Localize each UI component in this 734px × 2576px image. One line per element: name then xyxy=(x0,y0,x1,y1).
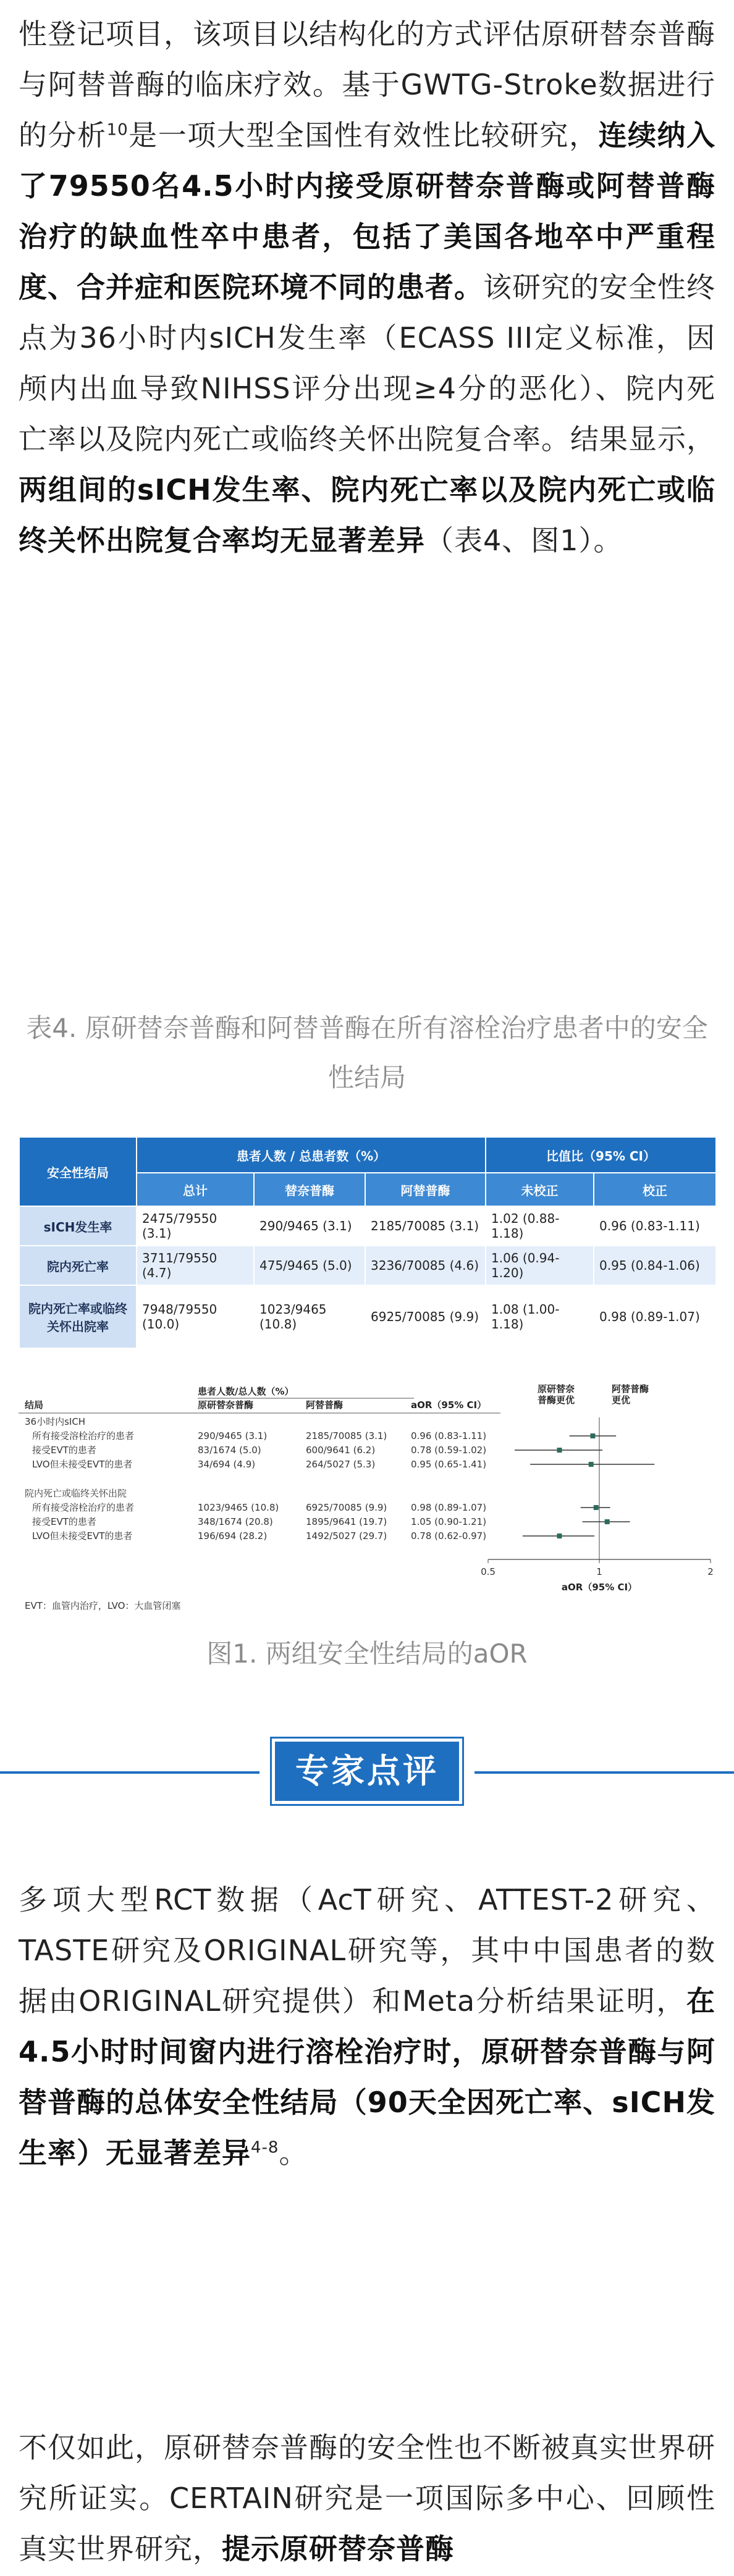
cell-total: 2475/79550 (3.1) xyxy=(137,1206,254,1246)
figure-caption: 图1. 两组安全性结局的aOR xyxy=(206,1638,528,1669)
forest-plot-area xyxy=(481,1417,714,1593)
paragraph-2 xyxy=(19,1874,715,2178)
cell-unadjusted: 1.06 (0.94-1.20) xyxy=(486,1246,594,1285)
cell-total: 7948/79550 (10.0) xyxy=(137,1285,254,1348)
safety-outcomes-table xyxy=(19,1136,717,1349)
p2-text-2: 。 xyxy=(279,2136,308,2170)
forest-row-label: 所有接受溶栓治疗的患者 xyxy=(32,1430,135,1441)
subheader-total: 总计 xyxy=(137,1173,254,1206)
table-row xyxy=(19,1246,716,1285)
p1-text-4: （表4、图1）。 xyxy=(425,524,623,557)
row-label: sICH发生率 xyxy=(19,1206,137,1246)
header-odds-ratio: 比值比（95% CI） xyxy=(486,1137,716,1173)
forest-point xyxy=(589,1462,594,1467)
p1-bold-1: 连续纳入了79550名4.5小时内接受原研替奈普酶或阿替普酶治疗的缺血性卒中患者，包括了美国各地卒中严重程度、合并症和医院环境不同的患者。 xyxy=(19,119,716,304)
forest-point xyxy=(605,1519,610,1524)
cell-unadjusted: 1.02 (0.88-1.18) xyxy=(486,1206,594,1246)
subheader-alt: 阿替普酶 xyxy=(365,1173,486,1206)
forest-favors-alt-1: 阿替普酶 xyxy=(612,1383,649,1395)
cell-tnk: 475/9465 (5.0) xyxy=(254,1246,365,1285)
forest-row-aor: 0.96 (0.83-1.11) xyxy=(411,1430,487,1441)
forest-row-tnk: 290/9465 (3.1) xyxy=(198,1430,268,1441)
forest-tick-label: 1 xyxy=(596,1566,602,1577)
table-caption: 表4. 原研替奈普酶和阿替普酶在所有溶栓治疗患者中的安全性结局 xyxy=(26,1013,708,1093)
cell-alt: 3236/70085 (4.6) xyxy=(365,1246,486,1285)
forest-row-label: 所有接受溶栓治疗的患者 xyxy=(32,1502,135,1513)
row-label: 院内死亡率或临终关怀出院率 xyxy=(19,1285,137,1348)
forest-point xyxy=(590,1433,595,1438)
p1-text-1: 性登记项目，该项目以结构化的方式评估原研替奈普酶与阿替普酶的临床疗效。基于GWTG-Stroke数据进行的分析 xyxy=(19,17,715,152)
forest-row-alt: 1492/5027 (29.7) xyxy=(306,1530,387,1542)
forest-tick-label: 0.5 xyxy=(481,1566,496,1577)
cell-alt: 6925/70085 (9.9) xyxy=(365,1285,486,1348)
paragraph-1 xyxy=(19,9,715,566)
section-header xyxy=(0,1739,734,1806)
forest-row-aor: 0.95 (0.65-1.41) xyxy=(411,1459,487,1470)
cell-alt: 2185/70085 (3.1) xyxy=(365,1206,486,1246)
forest-point xyxy=(557,1533,562,1538)
forest-row-tnk: 1023/9465 (10.8) xyxy=(198,1502,279,1513)
forest-group-sich: 36小时内sICH xyxy=(25,1416,86,1427)
forest-header-alt: 阿替普酶 xyxy=(306,1399,344,1411)
p3-text-1: 不仅如此，原研替奈普酶的安全性也不断被真实世界研究所证实。CERTAIN研究是一项国际多中心、回顾性真实世界研究， xyxy=(19,2431,715,2566)
forest-header-outcome: 结局 xyxy=(25,1399,44,1411)
subheader-unadjusted: 未校正 xyxy=(486,1173,594,1206)
forest-row-alt: 6925/70085 (9.9) xyxy=(306,1502,387,1513)
forest-favors-tnk-2: 普酶更优 xyxy=(538,1395,575,1406)
cell-adjusted: 0.98 (0.89-1.07) xyxy=(594,1285,716,1348)
forest-row-alt: 600/9641 (6.2) xyxy=(306,1445,376,1456)
forest-row-aor: 0.78 (0.59-1.02) xyxy=(411,1445,487,1456)
cell-unadjusted: 1.08 (1.00-1.18) xyxy=(486,1285,594,1348)
forest-row-tnk: 83/1674 (5.0) xyxy=(198,1445,261,1456)
header-outcome: 安全性结局 xyxy=(19,1137,137,1206)
subheader-adjusted: 校正 xyxy=(594,1173,716,1206)
forest-row-label: LVO但未接受EVT的患者 xyxy=(32,1459,133,1470)
forest-row-label: 接受EVT的患者 xyxy=(32,1445,96,1456)
section-title: 专家点评 xyxy=(272,1739,462,1804)
row-label: 院内死亡率 xyxy=(19,1246,137,1285)
forest-row-aor: 0.78 (0.62-0.97) xyxy=(411,1530,487,1542)
forest-axis-title: aOR（95% CI） xyxy=(561,1582,638,1593)
p1-bold-2: 两组间的sICH发生率、院内死亡率以及院内死亡或临终关怀出院复合率均无显著差异 xyxy=(19,473,715,557)
forest-favors-tnk-1: 原研替奈 xyxy=(538,1383,575,1395)
header-counts: 患者人数 / 总患者数（%） xyxy=(137,1137,486,1173)
p2-bold-1: 在4.5小时时间窗内进行溶栓治疗时，原研替奈普酶与阿替普酶的总体安全性结局（90天全因死亡率、sICH发生率）无显著差异 xyxy=(19,1984,715,2170)
forest-header-counts: 患者人数/总人数（%） xyxy=(198,1386,294,1397)
forest-point xyxy=(557,1448,562,1453)
cell-adjusted: 0.95 (0.84-1.06) xyxy=(594,1246,716,1285)
forest-row-alt: 1895/9641 (19.7) xyxy=(306,1516,387,1527)
forest-row-aor: 0.98 (0.89-1.07) xyxy=(411,1502,487,1513)
forest-row-alt: 2185/70085 (3.1) xyxy=(306,1430,387,1441)
section-divider-right xyxy=(475,1771,734,1774)
forest-tick-label: 2 xyxy=(707,1566,714,1577)
cell-tnk: 1023/9465 (10.8) xyxy=(254,1285,365,1348)
forest-favors-alt-2: 更优 xyxy=(612,1395,631,1406)
forest-plot xyxy=(19,1383,715,1618)
p1-text-2: 是一项大型全国性有效性比较研究， xyxy=(128,119,599,152)
forest-group-death: 院内死亡或临终关怀出院 xyxy=(25,1488,127,1499)
forest-row-tnk: 348/1674 (20.8) xyxy=(198,1516,273,1527)
forest-row-tnk: 34/694 (4.9) xyxy=(198,1459,256,1470)
cell-tnk: 290/9465 (3.1) xyxy=(254,1206,365,1246)
forest-header-tnk: 原研替奈普酶 xyxy=(198,1399,254,1411)
forest-row-alt: 264/5027 (5.3) xyxy=(306,1459,376,1470)
p3-bold-1: 提示原研替奈普酶 xyxy=(222,2532,454,2566)
forest-header-aor: aOR（95% CI） xyxy=(411,1399,487,1411)
table-row xyxy=(19,1285,716,1348)
subheader-tnk: 替奈普酶 xyxy=(254,1173,365,1206)
p1-text-3: 该研究的安全性终点为36小时内sICH发生率（ECASS III定义标准，因颅内出血导致NIHSS评分出现≥4分的恶化）、院内死亡率以及院内死亡或临终关怀出院复合率。结果显示， xyxy=(19,271,715,456)
p2-ref-1: 4-8 xyxy=(251,2138,279,2157)
forest-row-aor: 1.05 (0.90-1.21) xyxy=(411,1516,487,1527)
forest-footnote: EVT：血管内治疗，LVO：大血管闭塞 xyxy=(25,1600,181,1611)
p2-text-1: 多项大型RCT数据（AcT研究、ATTEST-2研究、TASTE研究及ORIGINAL研究等，其中中国患者的数据由ORIGINAL研究提供）和Meta分析结果证明， xyxy=(19,1883,715,2018)
forest-rows xyxy=(32,1430,486,1542)
forest-row-label: 接受EVT的患者 xyxy=(32,1516,96,1527)
p1-ref-1: 10 xyxy=(106,120,129,140)
cell-total: 3711/79550 (4.7) xyxy=(137,1246,254,1285)
forest-row-tnk: 196/694 (28.2) xyxy=(198,1530,268,1542)
forest-point xyxy=(594,1505,599,1510)
paragraph-3 xyxy=(19,2422,715,2574)
forest-row-label: LVO但未接受EVT的患者 xyxy=(32,1530,133,1542)
section-divider-left xyxy=(0,1771,259,1774)
cell-adjusted: 0.96 (0.83-1.11) xyxy=(594,1206,716,1246)
table-row xyxy=(19,1206,716,1246)
